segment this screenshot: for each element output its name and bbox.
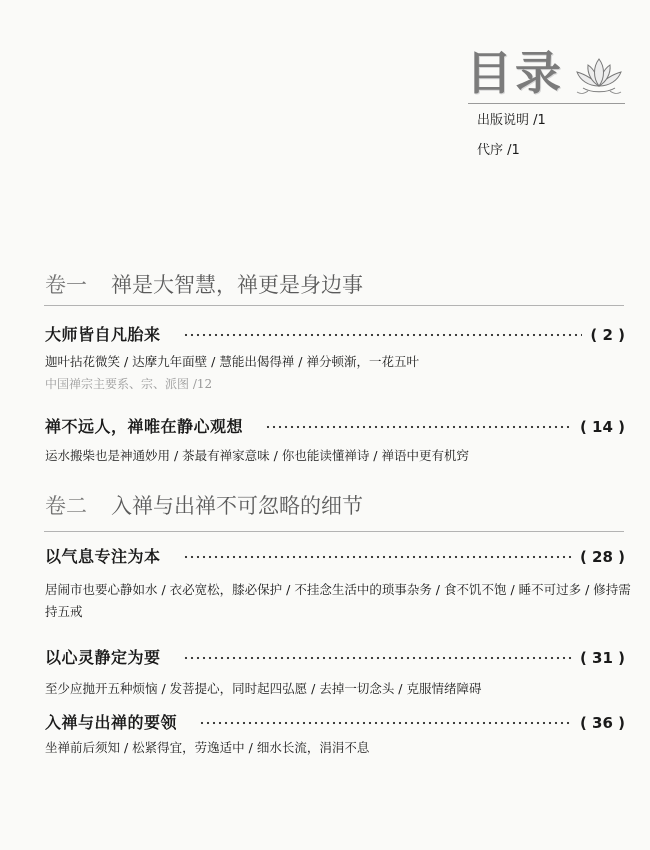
- lotus-icon: [574, 56, 624, 96]
- dot-leader: [183, 333, 583, 337]
- chapter-title: 入禅与出禅的要领: [45, 713, 178, 732]
- front-matter-item: 出版说明 /1: [477, 113, 546, 128]
- chapter-entry: [45, 712, 625, 734]
- chapter-page-number: ( 2 ): [590, 326, 625, 344]
- chapter-title: 禅不远人，禅唯在静心观想: [45, 417, 244, 436]
- page-title: 目录: [466, 46, 564, 100]
- dot-leader: [183, 555, 572, 559]
- chapter-page-number: ( 28 ): [579, 548, 625, 566]
- dot-leader: [265, 425, 572, 429]
- chapter-entry: [45, 546, 625, 568]
- chapter-page-number: ( 36 ): [579, 714, 625, 732]
- dot-leader: [199, 721, 572, 725]
- chapter-entry: [45, 416, 625, 438]
- chapter-topics: 坐禅前后须知 / 松紧得宜，劳逸适中 / 细水长流，涓涓不息: [45, 740, 370, 755]
- chapter-topics: 至少应抛开五种烦恼 / 发菩提心，同时起四弘愿 / 去掉一切念头 / 克服情绪障碍: [45, 681, 482, 696]
- chapter-topics: 迦叶拈花微笑 / 达摩九年面壁 / 慧能出偈得禅 / 禅分顿渐，一花五叶: [45, 354, 419, 369]
- chapter-topics: 运水搬柴也是神通妙用 / 茶最有禅家意味 / 你也能读懂禅诗 / 禅语中更有机窍: [45, 448, 469, 463]
- chart-reference-note: 中国禅宗主要系、宗、派图 /12: [45, 377, 213, 391]
- volume-number: 卷一: [45, 273, 87, 297]
- volume-title: 禅是大智慧，禅更是身边事: [111, 273, 363, 297]
- volume-heading: [45, 492, 363, 520]
- chapter-page-number: ( 31 ): [579, 649, 625, 667]
- chapter-page-number: ( 14 ): [579, 418, 625, 436]
- volume-number: 卷二: [45, 494, 87, 518]
- volume-rule: [44, 305, 624, 306]
- chapter-title: 以气息专注为本: [45, 547, 161, 566]
- title-rule: [468, 103, 625, 104]
- front-matter-item: 代序 /1: [477, 143, 520, 158]
- dot-leader: [183, 656, 572, 660]
- volume-heading: [45, 271, 363, 299]
- chapter-entry: [45, 324, 625, 346]
- chapter-title: 以心灵静定为要: [45, 648, 161, 667]
- volume-title: 入禅与出禅不可忽略的细节: [111, 494, 363, 518]
- chapter-entry: [45, 647, 625, 669]
- chapter-topics: 居闹市也要心静如水 / 衣必宽松，膝必保护 / 不挂念生活中的琐事杂务 / 食不饥不饱 / 睡不可过多 / 修持需持五戒: [45, 582, 631, 619]
- chapter-title: 大师皆自凡胎来: [45, 325, 161, 344]
- volume-rule: [44, 531, 624, 532]
